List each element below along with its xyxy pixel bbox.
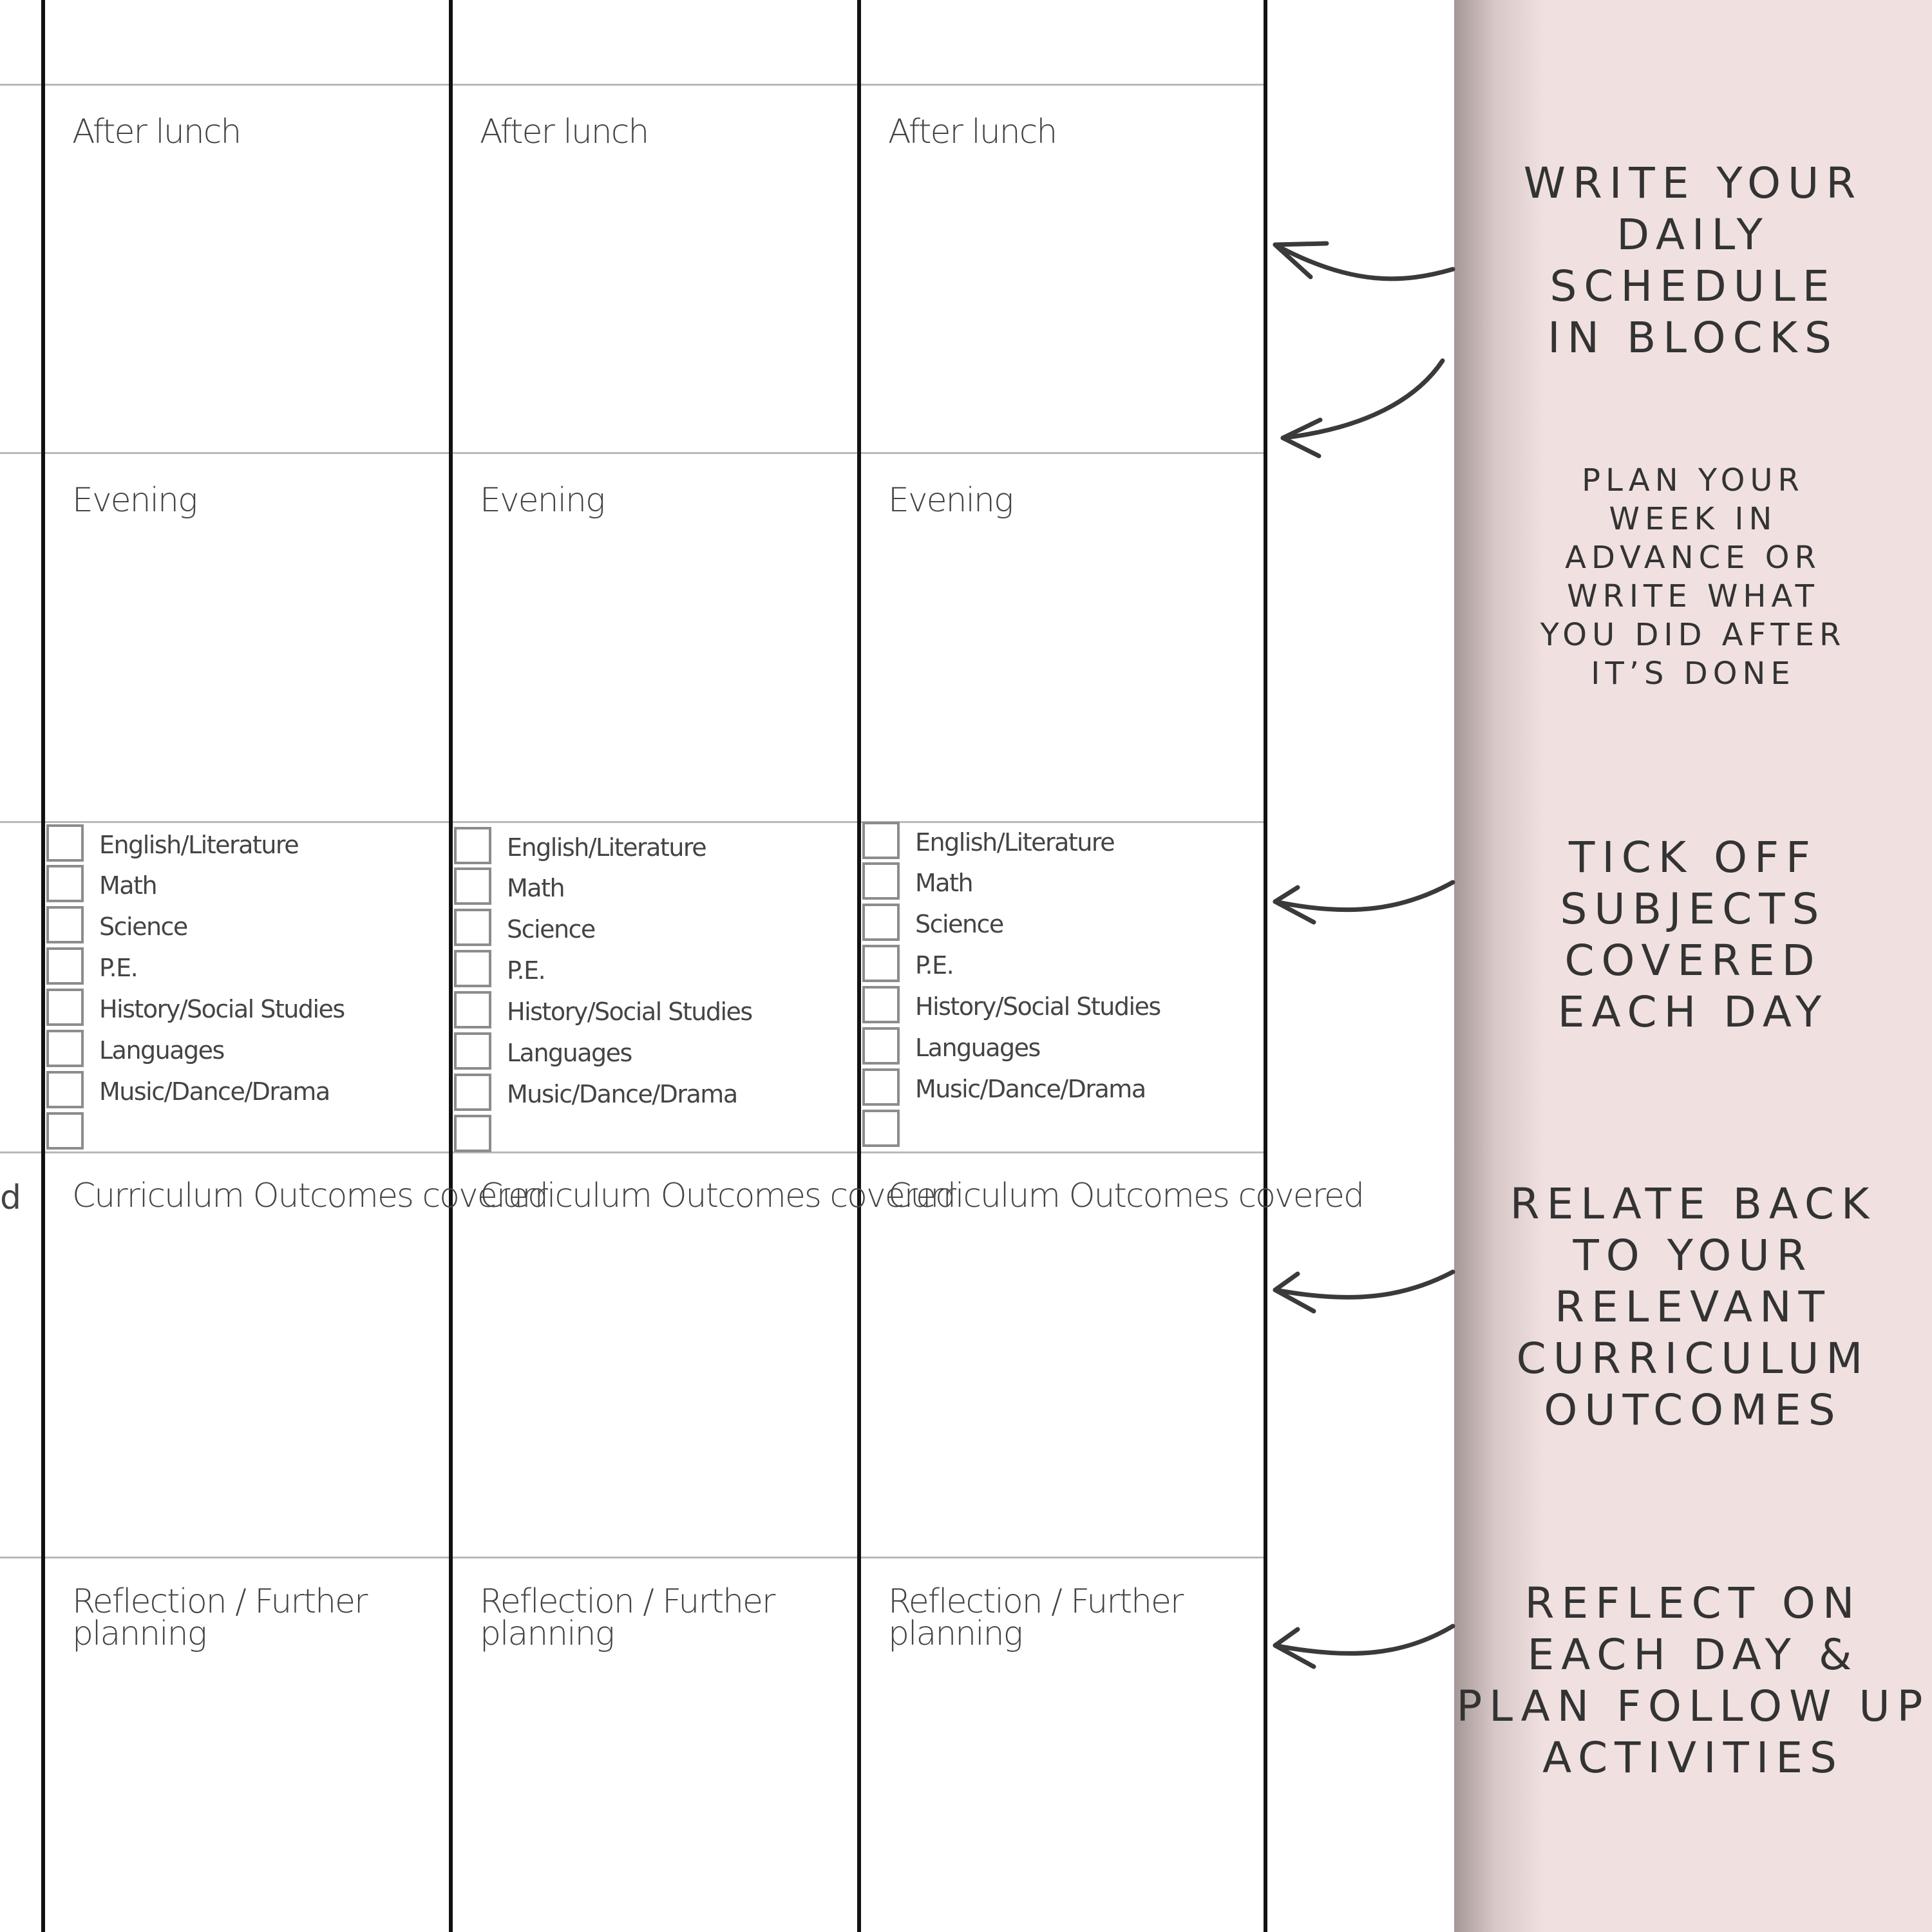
subject-label: English/Literature xyxy=(915,828,1115,857)
subject-checkbox[interactable] xyxy=(862,1068,900,1106)
subject-checkbox[interactable] xyxy=(46,1112,84,1150)
note-plan-week: PLAN YOUR WEEK IN ADVANCE OR WRITE WHAT YOU DID AFTER IT’S DONE xyxy=(1540,462,1846,692)
subject-checkbox[interactable] xyxy=(862,986,900,1023)
evening-label: Evening xyxy=(888,481,1013,520)
subject-label: Science xyxy=(507,915,595,943)
subject-label: Music/Dance/Drama xyxy=(507,1080,737,1108)
subject-row xyxy=(860,822,1246,862)
subject-checkbox[interactable] xyxy=(862,904,900,941)
subject-row xyxy=(860,986,1246,1026)
subject-label: Languages xyxy=(99,1036,224,1065)
subject-label: Math xyxy=(99,871,157,900)
curriculum-label: Curriculum Outcomes covered xyxy=(888,1177,1363,1215)
subject-label: P.E. xyxy=(507,956,545,985)
subject-row xyxy=(44,1030,430,1070)
annotation-sidebar xyxy=(1454,0,1932,1932)
subject-label: Math xyxy=(915,869,973,897)
subject-row xyxy=(451,991,838,1031)
after-lunch-label: After lunch xyxy=(480,113,649,151)
subject-label: History/Social Studies xyxy=(507,998,752,1026)
subject-checkbox[interactable] xyxy=(46,947,84,985)
subject-checkbox[interactable] xyxy=(454,1115,491,1152)
subject-checkbox[interactable] xyxy=(454,867,491,905)
subject-row xyxy=(44,865,430,905)
subject-label: Science xyxy=(99,913,187,941)
subject-checkbox[interactable] xyxy=(862,945,900,982)
subject-checkbox[interactable] xyxy=(862,862,900,900)
subject-checkbox[interactable] xyxy=(454,827,491,864)
subject-row xyxy=(451,867,838,907)
subject-row xyxy=(860,904,1246,943)
subject-row xyxy=(451,950,838,990)
subject-label: English/Literature xyxy=(99,831,299,859)
subject-row xyxy=(451,1074,838,1113)
subject-label: Math xyxy=(507,874,565,902)
subject-row xyxy=(860,1068,1246,1108)
subject-checkbox[interactable] xyxy=(454,1074,491,1111)
note-curriculum-outcomes: RELATE BACK TO YOUR RELEVANT CURRICULUM OUTCOMES xyxy=(1510,1179,1877,1435)
subject-row xyxy=(451,1032,838,1072)
day-column xyxy=(44,0,547,1932)
subject-row xyxy=(451,1115,838,1155)
subject-label: Languages xyxy=(915,1034,1040,1062)
subject-row xyxy=(44,947,430,987)
subject-label: Music/Dance/Drama xyxy=(915,1075,1146,1103)
evening-label: Evening xyxy=(72,481,197,520)
partial-column-label: d xyxy=(0,1179,22,1217)
curriculum-label: Curriculum Outcomes covered xyxy=(480,1177,955,1215)
after-lunch-label: After lunch xyxy=(888,113,1057,151)
subject-label: P.E. xyxy=(915,951,954,980)
subject-checkbox[interactable] xyxy=(46,824,84,862)
reflection-label: Reflection / Further planning xyxy=(72,1582,367,1653)
subject-checkbox[interactable] xyxy=(454,991,491,1028)
subject-checkbox[interactable] xyxy=(454,1032,491,1070)
column-border xyxy=(1264,0,1267,1932)
subject-checkbox[interactable] xyxy=(862,1027,900,1065)
subject-row xyxy=(451,827,838,867)
subject-checkbox[interactable] xyxy=(862,822,900,859)
subject-checkbox[interactable] xyxy=(46,1071,84,1108)
subject-row xyxy=(860,945,1246,985)
subject-checkbox[interactable] xyxy=(46,989,84,1026)
subject-label: Languages xyxy=(507,1039,632,1067)
subject-row xyxy=(44,906,430,946)
reflection-label: Reflection / Further planning xyxy=(480,1582,775,1653)
note-reflect: REFLECT ON EACH DAY & PLAN FOLLOW UP ACTIVITIES xyxy=(1456,1578,1930,1783)
after-lunch-label: After lunch xyxy=(72,113,241,151)
subject-label: English/Literature xyxy=(507,833,706,862)
subject-row xyxy=(44,1112,430,1152)
subject-checkbox[interactable] xyxy=(862,1110,900,1147)
subject-label: History/Social Studies xyxy=(915,992,1160,1021)
subject-checkbox[interactable] xyxy=(46,906,84,943)
subject-row xyxy=(44,989,430,1028)
subject-label: Music/Dance/Drama xyxy=(99,1077,330,1106)
subject-label: History/Social Studies xyxy=(99,995,345,1023)
subject-checkbox[interactable] xyxy=(454,950,491,987)
evening-label: Evening xyxy=(480,481,605,520)
subject-label: P.E. xyxy=(99,954,138,982)
subject-checkbox[interactable] xyxy=(46,865,84,902)
subject-row xyxy=(44,824,430,864)
subject-row xyxy=(860,1110,1246,1150)
day-column xyxy=(451,0,955,1932)
curriculum-label: Curriculum Outcomes covered xyxy=(72,1177,547,1215)
subject-row xyxy=(44,1071,430,1111)
note-tick-subjects: TICK OFF SUBJECTS COVERED EACH DAY xyxy=(1557,833,1829,1037)
subject-row xyxy=(860,862,1246,902)
subject-checkbox[interactable] xyxy=(46,1030,84,1067)
reflection-label: Reflection / Further planning xyxy=(888,1582,1183,1653)
subject-label: Science xyxy=(915,910,1003,938)
day-column xyxy=(860,0,1363,1932)
subject-checkbox[interactable] xyxy=(454,909,491,946)
subject-row xyxy=(451,909,838,949)
note-schedule-blocks: WRITE YOUR DAILY SCHEDULE IN BLOCKS xyxy=(1523,158,1863,363)
subject-row xyxy=(860,1027,1246,1067)
